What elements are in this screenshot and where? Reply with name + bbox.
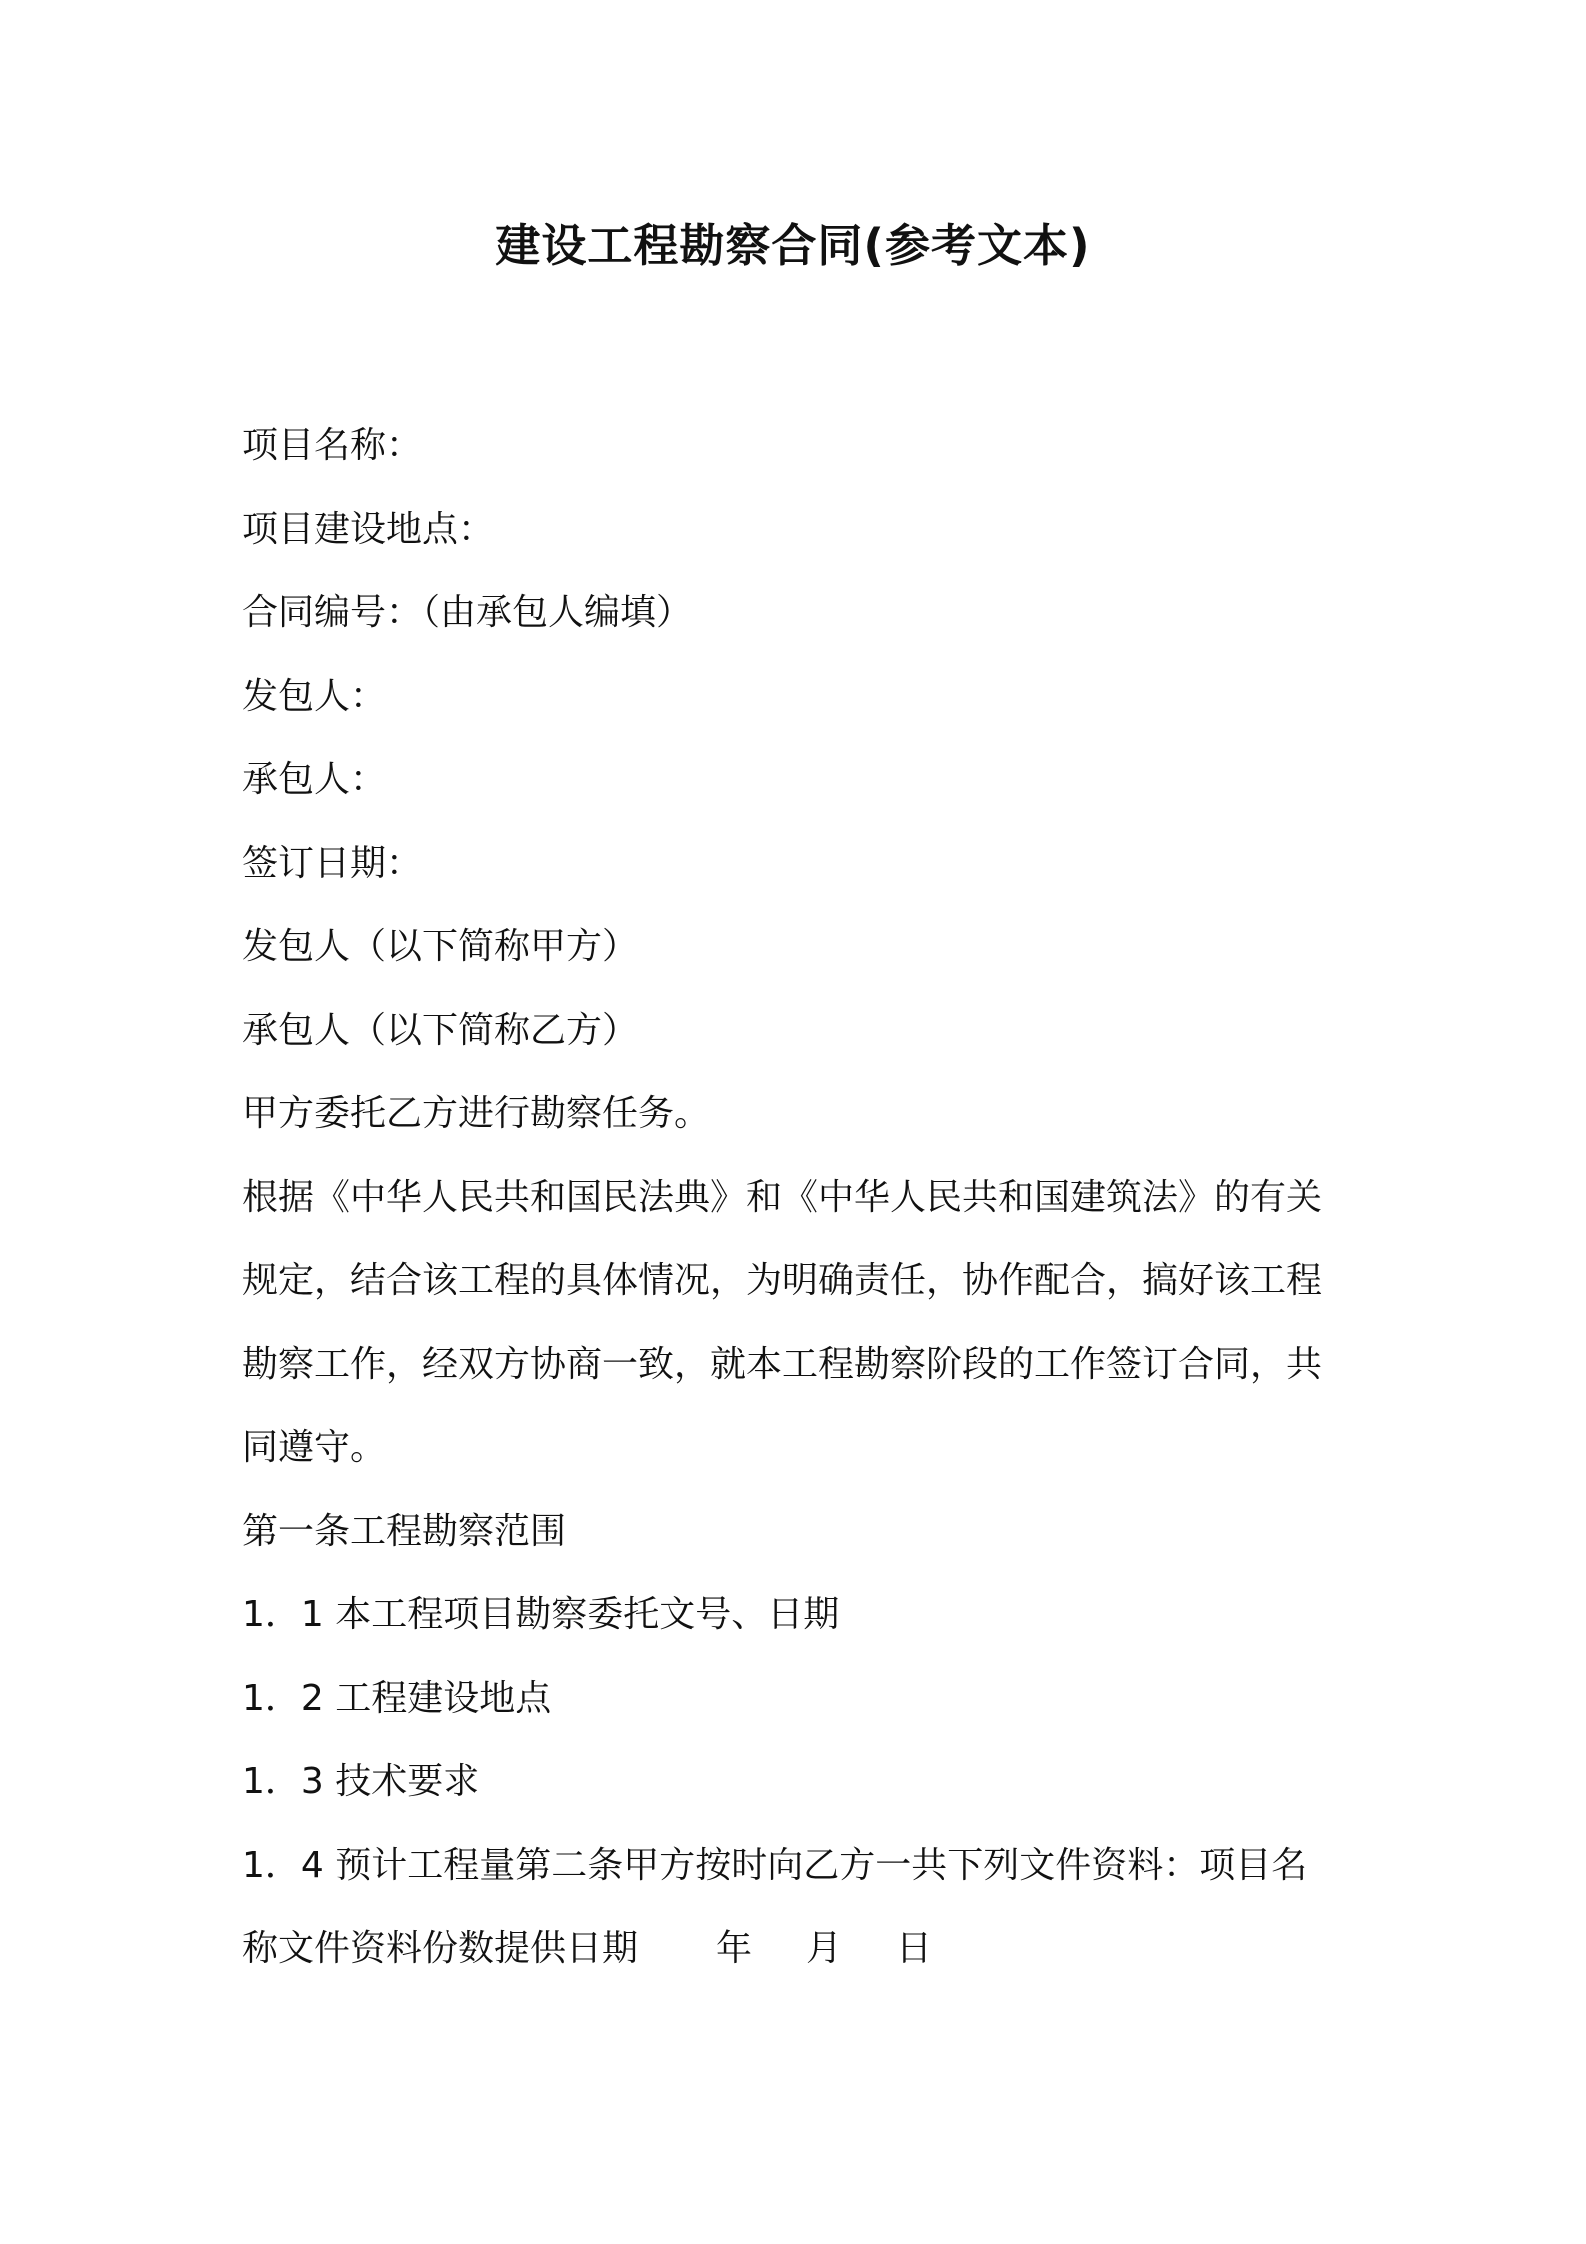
field-project-name: 项目名称： [242,425,423,466]
field-project-location: 项目建设地点： [242,508,495,550]
paragraph-line: 同遵守。 [242,1427,387,1468]
provision-date-line [242,1907,1362,1991]
article-1-heading: 第一条工程勘察范围 [242,1510,567,1552]
provision-date-text: 称文件资料份数提供日期 [242,1928,639,1969]
field-contract-number: 合同编号：（由承包人编填） [242,592,693,633]
party-a-definition: 发包人（以下简称甲方） [242,926,639,967]
article-1-item: 1．2 工程建设地点 [242,1677,552,1719]
commission-statement: 甲方委托乙方进行勘察任务。 [242,1093,711,1134]
year-label: 年 [716,1928,753,1969]
paragraph-line: 根据《中华人民共和国民法典》和《中华人民共和国建筑法》的有关 [242,1176,1323,1218]
field-employer: 发包人： [242,675,387,717]
document-body [242,404,1362,1991]
legal-basis-paragraph [242,1156,1362,1490]
article-1-item: 1．1 本工程项目勘察委托文号、日期 [242,1594,840,1635]
field-contractor: 承包人： [242,759,387,800]
article-1-item: 1．3 技术要求 [242,1761,480,1802]
month-label: 月 [806,1928,843,1969]
paragraph-line: 勘察工作，经双方协商一致，就本工程勘察阶段的工作签订合同，共 [242,1343,1323,1385]
field-signing-date: 签订日期： [242,842,423,884]
paragraph-line: 规定，结合该工程的具体情况，为明确责任，协作配合，搞好该工程 [242,1260,1323,1301]
article-1-item: 1．4 预计工程量第二条甲方按时向乙方一共下列文件资料：项目名 [242,1844,1308,1886]
document-title: 建设工程勘察合同(参考文本) [495,219,1091,272]
day-label: 日 [896,1928,933,1969]
party-b-definition: 承包人（以下简称乙方） [242,1009,639,1051]
